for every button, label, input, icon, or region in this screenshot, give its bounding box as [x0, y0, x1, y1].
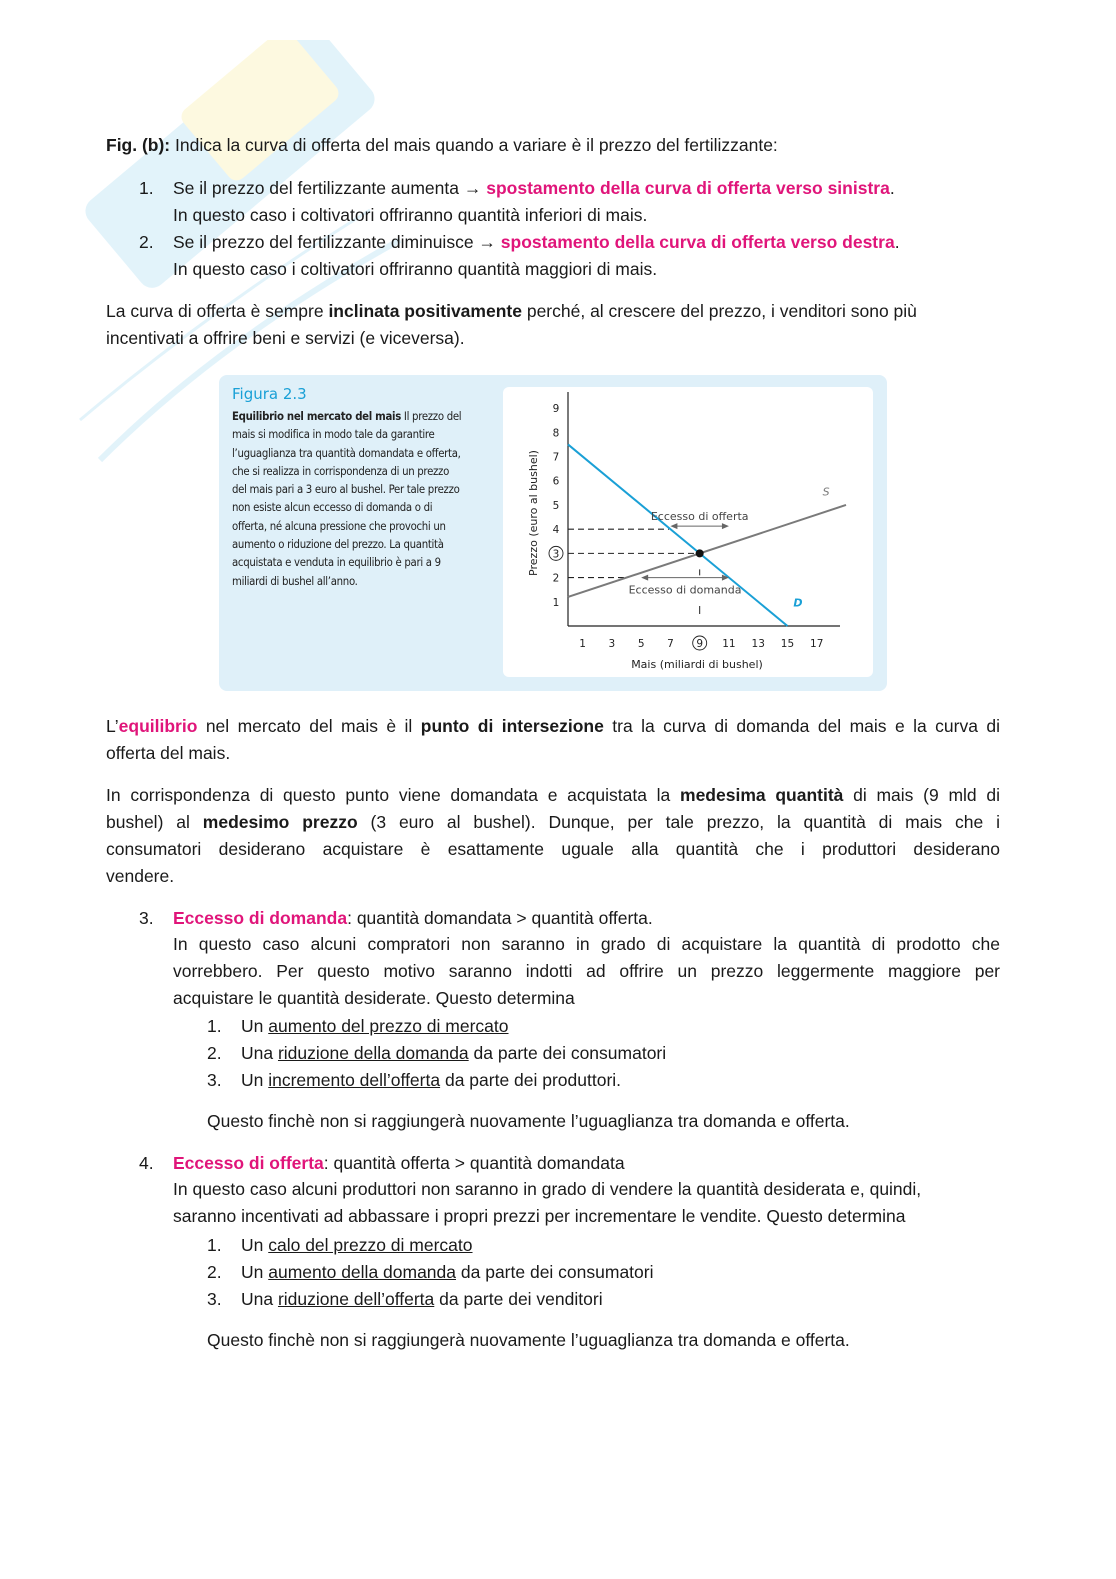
- annotation-label: Eccesso di offerta: [650, 510, 749, 524]
- same-quantity-paragraph: [106, 782, 1000, 890]
- sublist-item: [241, 1261, 654, 1283]
- x-tick-label: 15: [780, 638, 795, 650]
- pink-span: equilibrio: [118, 716, 198, 736]
- arrow-right-icon: →: [463, 178, 482, 198]
- y-tick-label: 4: [552, 524, 560, 537]
- sublist-number: 2.: [207, 1043, 222, 1063]
- paragraph-line: [106, 782, 1000, 809]
- underline-span: aumento del prezzo di mercato: [268, 1016, 509, 1036]
- excess-supply-body: [173, 1176, 1000, 1230]
- x-axis-label: Mais (miliardi di bushel): [631, 658, 763, 671]
- text-span: Un: [241, 1016, 269, 1036]
- text-span: : quantità domandata > quantità offerta.: [347, 908, 653, 928]
- y-tick-label: 7: [552, 451, 560, 464]
- excess-demand-heading: [173, 907, 653, 929]
- figure-caption-line: acquistata e venduta in equilibrio è pari a 9: [232, 556, 441, 570]
- excess-supply-heading: [173, 1152, 625, 1174]
- bold-span: inclinata positivamente: [328, 301, 522, 321]
- sublist-number: 2.: [207, 1262, 222, 1282]
- list-item-text: Se il prezzo del fertilizzante aumenta: [173, 178, 464, 198]
- underline-span: riduzione della domanda: [277, 1043, 469, 1063]
- text-span: da parte dei venditori: [434, 1289, 603, 1309]
- sublist-item: [241, 1069, 621, 1091]
- excess-demand-closing: Questo finchè non si raggiungerà nuovamente l’uguaglianza tra domanda e offerta.: [207, 1111, 850, 1131]
- y-tick-label: 1: [552, 596, 560, 609]
- sublist-item: [241, 1042, 666, 1064]
- text-span: Una: [241, 1289, 278, 1309]
- excess-supply-closing: Questo finchè non si raggiungerà nuovamente l’uguaglianza tra domanda e offerta.: [207, 1330, 850, 1350]
- text-span: da parte dei consumatori: [468, 1043, 667, 1063]
- sublist-number: 3.: [207, 1070, 222, 1090]
- list-item-detail: In questo caso i coltivatori offriranno quantità inferiori di mais.: [173, 205, 648, 225]
- fig-b-label: Fig. (b):: [106, 135, 171, 155]
- paragraph-line: [106, 809, 1000, 836]
- y-tick-label: 5: [552, 499, 560, 512]
- text-span: tra la curva di domanda del mais e la curva di: [603, 716, 1001, 736]
- figure-caption-line: mais si modifica in modo tale da garantire: [232, 428, 435, 442]
- list-item-highlight: spostamento della curva di offerta verso destra: [500, 232, 895, 252]
- pink-span: Eccesso di offerta: [173, 1153, 324, 1173]
- y-tick-label: 2: [552, 572, 560, 585]
- x-tick-label: 1: [579, 638, 586, 650]
- series-label-s: S: [822, 485, 830, 499]
- text-span: nel mercato del mais è il: [197, 716, 421, 736]
- figure-caption-line: Il prezzo del: [400, 410, 462, 423]
- paragraph-line: vorrebbero. Per questo motivo saranno indotti ad offrire un prezzo leggermente maggiore per: [173, 961, 1000, 981]
- y-tick-label: 3: [552, 548, 560, 561]
- text-span: (3 euro al bushel). Dunque, per tale prezzo, la quantità di mais che i: [357, 812, 1000, 832]
- sublist-number: 1.: [207, 1235, 222, 1255]
- underline-span: riduzione dell’offerta: [277, 1289, 435, 1309]
- underline-span: calo del prezzo di mercato: [268, 1235, 473, 1255]
- figure-caption-line: aumento o riduzione del prezzo. La quantità: [232, 538, 444, 552]
- figure-caption-line: l’uguaglianza tra quantità domandata e offerta,: [232, 446, 461, 460]
- arrow-left-icon: [641, 575, 648, 581]
- paragraph-line: In questo caso alcuni produttori non saranno in grado di vendere la quantità desiderata e, quindi,: [173, 1179, 922, 1199]
- text-span: di mais (9 mld di: [843, 785, 1000, 805]
- list-item-number: 4.: [139, 1153, 154, 1173]
- y-tick-label: 6: [552, 475, 560, 488]
- text-span: : quantità offerta > quantità domandata: [323, 1153, 625, 1173]
- equilibrium-point: [696, 549, 704, 557]
- y-axis-label: Prezzo (euro al bushel): [527, 450, 540, 576]
- fig-b-intro-text: Indica la curva di offerta del mais quando a variare è il prezzo del fertilizzante:: [175, 135, 778, 155]
- text-span: Un: [241, 1262, 269, 1282]
- text-span: Un: [241, 1070, 269, 1090]
- arrow-left-icon: [670, 523, 677, 529]
- y-tick-label: 8: [552, 427, 560, 440]
- list-item-end: .: [894, 232, 900, 252]
- text-span: Una: [241, 1043, 278, 1063]
- supply-slope-line2: incentivati a offrire beni e servizi (e viceversa).: [106, 328, 465, 348]
- list-item-highlight: spostamento della curva di offerta verso sinistra: [486, 178, 890, 198]
- paragraph-line: offerta del mais.: [106, 743, 231, 763]
- paragraph-line: In questo caso alcuni compratori non saranno in grado di acquistare la quantità di prodotto che: [173, 934, 1000, 954]
- underline-span: incremento dell’offerta: [268, 1070, 441, 1090]
- text-span: L’: [106, 716, 119, 736]
- y-tick-label: 9: [552, 403, 560, 416]
- sublist-item: [241, 1234, 473, 1256]
- list-item-number: 2.: [139, 232, 154, 252]
- text-span: da parte dei produttori.: [440, 1070, 622, 1090]
- x-tick-label: 13: [751, 638, 765, 650]
- figure-caption-line: non esiste alcun eccesso di domanda o di: [232, 501, 433, 515]
- figure-caption-line: offerta, né alcuna pressione che provochi un: [232, 519, 446, 533]
- x-tick-label: 9: [696, 638, 704, 650]
- pink-span: Eccesso di domanda: [173, 908, 348, 928]
- x-tick-label: 3: [608, 638, 616, 650]
- list-item-number: 3.: [139, 908, 154, 928]
- bold-span: punto di intersezione: [420, 716, 604, 736]
- x-tick-label: 17: [810, 638, 824, 650]
- text-span: perché, al crescere del prezzo, i venditori sono più: [521, 301, 917, 321]
- paragraph-line: saranno incentivati ad abbassare i propri prezzi per incrementare le vendite. Questo determina: [173, 1206, 906, 1226]
- x-tick-label: 11: [722, 638, 736, 650]
- list-item-end: .: [889, 178, 895, 198]
- annotation-label: Eccesso di domanda: [628, 583, 742, 597]
- sublist-number: 1.: [207, 1016, 222, 1036]
- text-span: bushel) al: [106, 812, 203, 832]
- arrow-right-icon: [722, 523, 729, 529]
- bold-span: medesima quantità: [680, 785, 844, 805]
- sublist-item: [241, 1288, 603, 1310]
- list-item-text: Se il prezzo del fertilizzante diminuisce: [173, 232, 479, 252]
- x-tick-label: 5: [637, 638, 645, 650]
- arrow-right-icon: →: [478, 232, 496, 252]
- x-tick-label: 7: [667, 638, 674, 650]
- paragraph-line: vendere.: [106, 866, 175, 886]
- text-span: La curva di offerta è sempre: [106, 301, 329, 321]
- underline-span: aumento della domanda: [268, 1262, 457, 1282]
- excess-demand-body: [173, 931, 1000, 1012]
- paragraph-line: [106, 713, 1000, 740]
- figure-caption-line: del mais pari a 3 euro al bushel. Per tale prezzo: [232, 483, 460, 497]
- figure-caption-line: che si realizza in corrispondenza di un prezzo: [232, 464, 450, 478]
- figure-caption-line: miliardi di bushel all’anno.: [232, 574, 358, 588]
- series-label-d: D: [793, 596, 803, 610]
- list-item-detail: In questo caso i coltivatori offriranno quantità maggiori di mais.: [173, 259, 658, 279]
- sublist-number: 3.: [207, 1289, 222, 1309]
- text-span: Un: [241, 1235, 269, 1255]
- text-span: da parte dei consumatori: [456, 1262, 654, 1282]
- equilibrium-paragraph: [106, 713, 1000, 767]
- paragraph-line: acquistare le quantità desiderate. Questo determina: [173, 988, 575, 1008]
- bold-span: medesimo prezzo: [202, 812, 358, 832]
- figure-caption-bold: Equilibrio nel mercato del mais: [232, 410, 401, 423]
- paragraph-line: consumatori desiderano acquistare è esattamente uguale alla quantità che i produttori desiderano: [106, 839, 1000, 859]
- text-span: In corrispondenza di questo punto viene domandata e acquistata la: [106, 785, 681, 805]
- figure-title: Figura 2.3: [232, 385, 307, 403]
- list-item-number: 1.: [139, 178, 154, 198]
- sublist-item: [241, 1015, 509, 1037]
